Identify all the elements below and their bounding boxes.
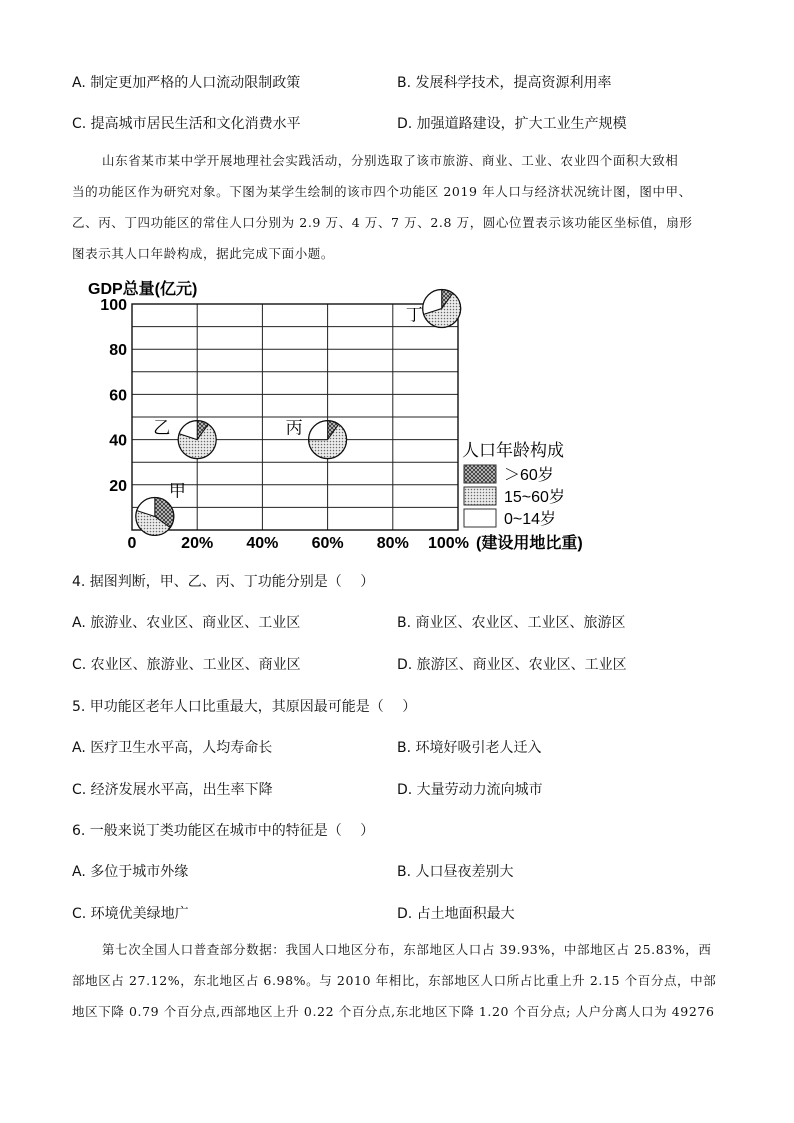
q4-stem: 4. 据图判断，甲、乙、丙、丁功能分别是（ ） — [72, 574, 375, 590]
population-economy-chart — [80, 272, 620, 554]
y-tick-label: 60 — [109, 387, 127, 405]
passage-line: 乙、丙、丁四功能区的常住人口分别为 2.9 万、4 万、7 万、2.8 万，圆心位置表示该功能区坐标值，扇形 — [72, 215, 693, 230]
passage-line: 第七次全国人口普查部分数据：我国人口地区分布，东部地区人口占 39.93%，中部地区占 25.83%，西 — [102, 942, 712, 957]
y-tick-label: 100 — [100, 297, 127, 314]
legend-label: 0~14岁 — [504, 511, 557, 528]
pie-甲 — [136, 481, 186, 535]
q6-option-b: B. 人口昼夜差别大 — [397, 864, 514, 880]
x-tick-label: 0 — [127, 535, 137, 552]
passage-line: 图表示其人口年龄构成，据此完成下面小题。 — [72, 246, 335, 261]
pie-label: 乙 — [153, 418, 171, 438]
q4-option-a: A. 旅游业、农业区、商业区、工业区 — [72, 615, 301, 631]
pie-label: 丁 — [405, 305, 423, 325]
q3-option-a: A. 制定更加严格的人口流动限制政策 — [72, 75, 301, 91]
passage-line: 山东省某市某中学开展地理社会实践活动，分别选取了该市旅游、商业、工业、农业四个面积大致相 — [102, 153, 679, 168]
q3-option-b: B. 发展科学技术，提高资源利用率 — [397, 75, 612, 91]
pie-丙 — [286, 419, 347, 459]
x-tick-label: 60% — [311, 535, 344, 552]
x-tick-label: 100% — [428, 535, 469, 552]
legend-swatch — [464, 487, 496, 505]
pie-乙 — [153, 419, 216, 459]
q6-option-c: C. 环境优美绿地广 — [72, 906, 189, 922]
pie-label: 丙 — [285, 418, 303, 438]
q5-option-c: C. 经济发展水平高，出生率下降 — [72, 782, 273, 798]
y-tick-label: 40 — [109, 432, 127, 450]
q6-option-d: D. 占土地面积最大 — [397, 906, 515, 922]
y-tick-label: 20 — [109, 477, 127, 495]
passage-line: 当的功能区作为研究对象。下图为某学生绘制的该市四个功能区 2019 年人口与经济状况统计图，图中甲、 — [72, 184, 692, 199]
q5-option-d: D. 大量劳动力流向城市 — [397, 782, 543, 798]
passage-line: 地区下降 0.79 个百分点,西部地区上升 0.22 个百分点,东北地区下降 1.20 个百分点; 人户分离人口为 49276 — [72, 1004, 715, 1019]
legend-label: 15~60岁 — [504, 489, 565, 506]
legend-swatch — [464, 465, 496, 483]
q3-option-d: D. 加强道路建设，扩大工业生产规模 — [397, 116, 627, 132]
passage-line: 部地区占 27.12%，东北地区占 6.98%。与 2010 年相比，东部地区人口所占比重上升 2.15 个百分点，中部 — [72, 973, 717, 988]
q5-option-a: A. 医疗卫生水平高，人均寿命长 — [72, 740, 273, 756]
q4-option-c: C. 农业区、旅游业、工业区、商业区 — [72, 657, 301, 673]
x-tick-label: 40% — [246, 535, 279, 552]
y-axis-label: GDP总量(亿元) — [88, 281, 198, 298]
q6-stem: 6. 一般来说丁类功能区在城市中的特征是（ ） — [72, 823, 375, 839]
x-tick-label: 80% — [376, 535, 409, 552]
pie-label: 甲 — [168, 481, 186, 501]
q6-option-a: A. 多位于城市外缘 — [72, 864, 189, 880]
q5-option-b: B. 环境好吸引老人迁入 — [397, 740, 542, 756]
legend-title: 人口年龄构成 — [462, 441, 564, 460]
legend — [462, 440, 565, 528]
pie-丁 — [406, 290, 461, 328]
y-tick-label: 80 — [109, 342, 127, 360]
q4-option-d: D. 旅游区、商业区、农业区、工业区 — [397, 657, 627, 673]
legend-swatch — [464, 509, 496, 527]
legend-label: ＞60岁 — [504, 467, 554, 484]
x-axis-label: (建设用地比重) — [476, 535, 583, 552]
x-tick-label: 20% — [181, 535, 214, 552]
q3-option-c: C. 提高城市居民生活和文化消费水平 — [72, 116, 301, 132]
q4-option-b: B. 商业区、农业区、工业区、旅游区 — [397, 615, 626, 631]
q5-stem: 5. 甲功能区老年人口比重最大，其原因最可能是（ ） — [72, 699, 417, 715]
